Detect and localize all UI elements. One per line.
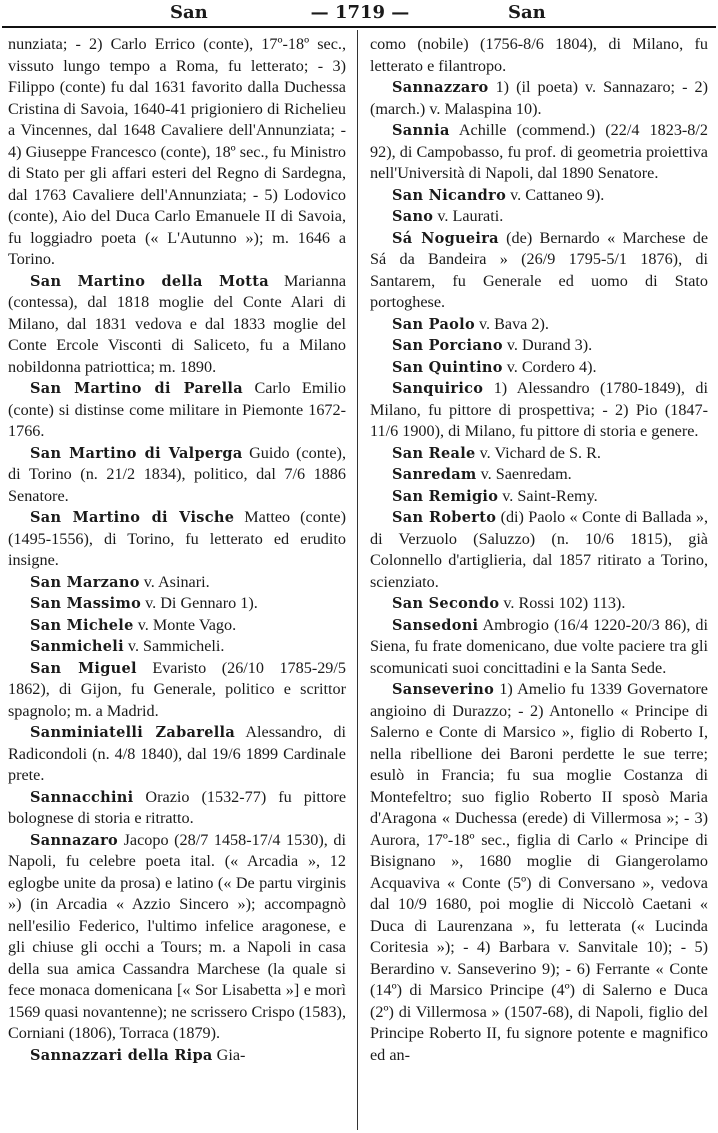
entry-headword: Sá Nogueira <box>392 229 499 247</box>
entry-text: v. Bava 2). <box>474 314 549 333</box>
column-divider <box>357 30 358 1130</box>
dictionary-entry <box>370 464 708 486</box>
entry-text: Evaristo (26/10 1785-29/5 1862), di Gijon, fu Generale, politico e scrittor spagnolo; m. a Madrid. <box>8 658 346 720</box>
right-column <box>370 34 708 1066</box>
entry-headword: San Michele <box>30 616 134 634</box>
left-column <box>8 34 346 1066</box>
entry-text: (di) Paolo « Conte di Ballada », di Verzuolo (Saluzzo) (n. 10/6 1815), già Colonnello d'artiglieria, dal 1857 ritirato a Torino, scienziato. <box>370 508 708 591</box>
entry-text: Marianna (contessa), dal 1818 moglie del Conte Alari di Milano, dal 1831 vedova e dal 1833 moglie del Conte Ercole Visconti di Saliceto, fu a Milano nobildonna patriottica; m. 1890. <box>8 271 347 376</box>
dictionary-entry <box>8 507 346 572</box>
entry-headword: Sansedoni <box>392 616 479 634</box>
entry-text: v. Laurati. <box>433 207 504 225</box>
entry-text: v. Monte Vago. <box>133 615 237 634</box>
dictionary-entry <box>8 593 346 615</box>
dictionary-entry <box>370 679 708 1066</box>
entry-text: Matteo (conte) (1495-1556), di Torino, fu letterato ed erudito insigne. <box>8 508 346 569</box>
dictionary-entry <box>8 722 346 787</box>
entry-text: v. Sammicheli. <box>123 637 225 655</box>
entry-text: v. Saenredam. <box>476 465 572 483</box>
dictionary-entry <box>370 335 708 357</box>
dictionary-entry <box>8 658 346 723</box>
entry-headword: Sanredam <box>392 466 477 483</box>
entry-text: Carlo Emilio (conte) si distinse come militare in Piemonte 1672-1766. <box>8 379 346 440</box>
entry-headword: San Secondo <box>392 595 500 612</box>
entry-headword: San Remigio <box>392 487 499 505</box>
entry-headword: San Martino di Vische <box>30 509 235 526</box>
entry-text: 1) Alessandro (1780-1849), di Milano, fu pittore di prospettiva; - 2) Pio (1847-11/6 1900), di Milano, fu pittore di storia e genere. <box>370 379 708 440</box>
entry-text: v. Asinari. <box>139 572 210 591</box>
entry-text: Achille (commend.) (22/4 1823-8/2 92), di Campobasso, fu prof. di geometria proiettiva nell'Università di Napoli, dal 1890 Senatore. <box>370 121 708 182</box>
entry-text: nunziata; - 2) Carlo Errico (conte), 17º-18º sec., vissuto lungo tempo a Roma, fu letterato; - 3) Filippo (conte) fu dal 1631 favorito dalla Duchessa Cristina di Savoia, 1640-41 prigioniero di Richelieu a Vincennes, dal 1648 Cavaliere dell'Annunziata; - 4) Giuseppe Francesco (conte), 18º sec., fu Ministro di Stato per gli affari esteri del Regno di Sardegna, dal 1763 Cavaliere dell'Annunziata; - 5) Lodovico (conte), Aio del Duca Carlo Emanuele II di Savoia, fu loggiadro poeta (« L'Autunno »); m. 1646 a Torino. <box>8 35 346 268</box>
entry-headword: San Porciano <box>392 337 503 354</box>
entry-text: v. Durand 3). <box>502 336 593 354</box>
dictionary-entry <box>8 443 346 508</box>
dictionary-entry <box>370 34 708 77</box>
entry-headword: San Roberto <box>392 509 497 526</box>
entry-headword: San Nicandro <box>392 186 507 204</box>
page-number: — 1719 — <box>310 2 410 23</box>
dictionary-entry <box>8 572 346 594</box>
entry-headword: San Massimo <box>30 595 142 612</box>
dictionary-entry <box>370 443 708 465</box>
dictionary-entry <box>370 314 708 336</box>
header-right-running-head: San <box>508 2 546 23</box>
dictionary-entry <box>370 228 708 314</box>
entry-headword: San Miguel <box>30 659 137 677</box>
entry-text: Jacopo (28/7 1458-17/4 1530), di Napoli, fu celebre poeta ital. (« Arcadia », 12 eglogbe unite da prosa) e latino (« De partu virginis ») (in Arcadia « Azzio Sincero »); accompagnò nell'esilio Federico, l'ultimo infelice aragonese, e gli chiuse gli occhi a Tours; m. a Napoli in casa della sua amica Cassandra Marchese (la quale si fece monaca domenicana [« Sor Lisabetta »] e morì 1569 quasi novantenne); ne scrissero Crispo (1583), Corniani (1806), Torraca (1879). <box>8 830 346 1042</box>
entry-headword: San Paolo <box>392 315 475 333</box>
dictionary-entry <box>370 486 708 508</box>
entry-text: Gia- <box>212 1045 246 1064</box>
entry-text: Ambrogio (16/4 1220-20/3 86), di Siena, fu frate domenicano, due volte paciere tra gli scomunicati suoi concittadini e la Santa Sede. <box>370 615 708 677</box>
dictionary-entry <box>370 206 708 228</box>
dictionary-entry <box>8 615 346 637</box>
entry-text: v. Saint-Remy. <box>498 486 598 505</box>
dictionary-entry <box>8 34 346 271</box>
entry-headword: Sanminiatelli Zabarella <box>30 724 236 741</box>
entry-headword: Sannia <box>392 122 450 139</box>
entry-headword: Sannacchini <box>30 788 134 806</box>
entry-headword: Sanmicheli <box>30 638 124 655</box>
entry-headword: San Martino di Valperga <box>30 444 243 462</box>
entry-text: Alessandro, di Radicondoli (n. 4/8 1840), dal 19/6 1899 Cardinale prete. <box>8 723 346 784</box>
entry-headword: Sannazzari della Ripa <box>30 1046 213 1064</box>
entry-headword: Sano <box>392 208 434 225</box>
entry-text: v. Vichard de S. R. <box>475 443 601 462</box>
dictionary-entry <box>370 615 708 680</box>
dictionary-entry <box>370 77 708 120</box>
entry-text: v. Di Gennaro 1). <box>141 594 258 612</box>
entry-text: v. Cordero 4). <box>502 357 597 376</box>
dictionary-entry <box>8 787 346 830</box>
entry-text: Orazio (1532-77) fu pittore bolognese di storia e ritratto. <box>8 787 346 827</box>
entry-text: v. Cattaneo 9). <box>506 185 605 204</box>
entry-text: (de) Bernardo « Marchese de Sá da Bandeira » (26/9 1795-5/1 1876), di Santarem, fu Generale ed uomo di Stato portoghese. <box>370 228 708 311</box>
entry-headword: San Martino di Parella <box>30 380 243 397</box>
dictionary-entry <box>370 378 708 443</box>
entry-headword: Sanseverino <box>392 681 495 698</box>
dictionary-entry <box>370 507 708 593</box>
dictionary-entry <box>8 271 346 379</box>
dictionary-entry <box>370 357 708 379</box>
entry-text: como (nobile) (1756-8/6 1804), di Milano, fu letterato e filantropo. <box>370 35 708 75</box>
entry-headword: San Reale <box>392 444 476 462</box>
dictionary-entry <box>370 185 708 207</box>
dictionary-entry <box>370 593 708 615</box>
dictionary-entry <box>8 378 346 443</box>
entry-headword: San Quintino <box>392 358 503 376</box>
entry-text: Guido (conte), di Torino (n. 21/2 1834), politico, dal 7/6 1886 Senatore. <box>8 443 346 505</box>
dictionary-entry <box>8 1045 346 1067</box>
entry-text: 1) (il poeta) v. Sannazaro; - 2) (march.) v. Malaspina 10). <box>370 78 708 118</box>
dictionary-entry <box>8 830 346 1045</box>
entry-headword: Sannazaro <box>30 831 118 849</box>
entry-headword: Sannazzaro <box>392 79 489 96</box>
entry-text: v. Rossi 102) 113). <box>499 594 626 612</box>
dictionary-entry <box>370 120 708 185</box>
entry-headword: San Martino della Motta <box>30 272 270 290</box>
header-left-running-head: San <box>170 2 208 23</box>
dictionary-entry <box>8 636 346 658</box>
header-rule <box>2 26 716 28</box>
entry-headword: Sanquirico <box>392 380 484 397</box>
entry-headword: San Marzano <box>30 573 140 591</box>
entry-text: 1) Amelio fu 1339 Governatore angioino di Durazzo; - 2) Antonello « Principe di Salerno e Conte di Marsico », figlio di Roberto I, nella ribellione dei Baroni perdette le sue terre; esulò in Francia; fu sua moglie Costanza di Montefeltro; suo figlio Roberto II sposò Maria d'Aragona « Duchessa (erede) di Villermosa »; - 3) Aurora, 17º-18º sec., figlia di Carlo « Principe di Bisignano », 1680 moglie di Giangerolamo Acquaviva « Conte (5º) di Conversano », vedova dal 10/9 1680, poi moglie di Niccolò Caetani « Duca di Laurenzana », fu letterata (« Lucinda Coritesia »); - 4) Barbara v. Sanvitale 10); - 5) Berardino v. Sanseverino 9); - 6) Ferrante « Conte (14º) di Marsico Principe (4º) di Salerno e Duca (2º) di Villermosa » (1507-68), di Napoli, figlio del Principe Roberto II, fu signore potente e magnifico ed an- <box>370 680 708 1064</box>
